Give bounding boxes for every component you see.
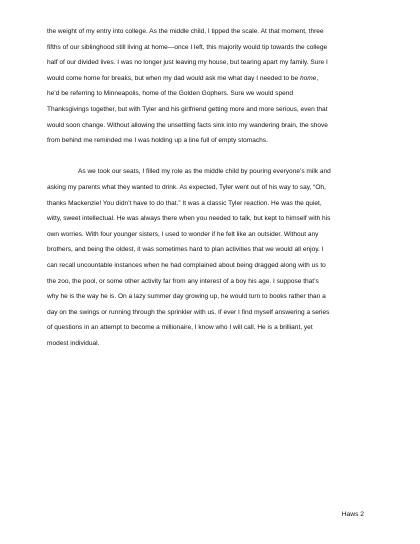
text-line: witty, sweet intellectual. He was always there when you needed to talk, but kept to himself with his [47, 215, 331, 223]
text-line: the zoo, the pool, or some other activity far from any interest of a boy his age. I suppose that’s [47, 277, 319, 285]
italic-word: home [299, 74, 317, 82]
document-body [47, 24, 373, 351]
text-line: the weight of my entry into college. As the middle child, I tipped the scale. At that moment, three [47, 28, 324, 35]
text-line: thanks Mackenzie! You didn’t have to do that.” It was a classic Tyler reaction. He was the quiet, [47, 199, 322, 207]
text-fragment: would come home for breaks, but when my dad would ask me what day I needed to be home, [47, 74, 319, 82]
text-line: modest individual. [47, 339, 100, 347]
text-line: asking my parents what they wanted to drink. As expected, Tyler went out of his way to say, “Oh, [47, 183, 326, 191]
text-line: Thanksgivings together, but with Tyler and his girlfriend getting more and more serious, even that [47, 105, 328, 113]
text-line: day on the swings or running through the sprinkler with us. If ever I find myself answering a series [47, 308, 330, 316]
text-line: own worries. With four younger sisters, I used to wonder if he felt like an outsider. Without any [47, 230, 319, 238]
text-line: can recall uncountable instances when he had complained about being dragged along with us to [47, 261, 326, 269]
text-line: he’d be referring to Minneapolis, home of the Golden Gophers. Sure we would spend [47, 90, 294, 98]
text-line: why he is the way he is. On a lazy summer day growing up, he would turn to books rather than a [47, 293, 326, 301]
text-line: would soon change. Without allowing the unsettling facts sink into my wandering brain, the shove [47, 121, 328, 129]
text-line: half of our divided lives. I was no longer just leaving my house, but tearing apart my family. Sure I [47, 59, 328, 67]
text-line: brothers, and being the oldest, it was sometimes hard to plan activities that we would all enjoy. I [47, 246, 324, 254]
paragraph-gap [47, 149, 373, 165]
text-line: fifths of our siblinghood still living at home—once I left, this majority would tip towards the college [47, 43, 328, 51]
text-line: from behind me reminded me I was holding up a line full of empty stomachs. [47, 137, 268, 145]
text-line-with-italic [47, 71, 373, 87]
text-line-indented: As we took our seats, I filled my role as the middle child by pouring everyone’s milk and [78, 168, 331, 176]
page-number-footer: Haws 2 [341, 511, 364, 518]
text-line: of questions in an attempt to become a millionaire, I know who I will call. He is a brilliant, yet [47, 324, 313, 332]
